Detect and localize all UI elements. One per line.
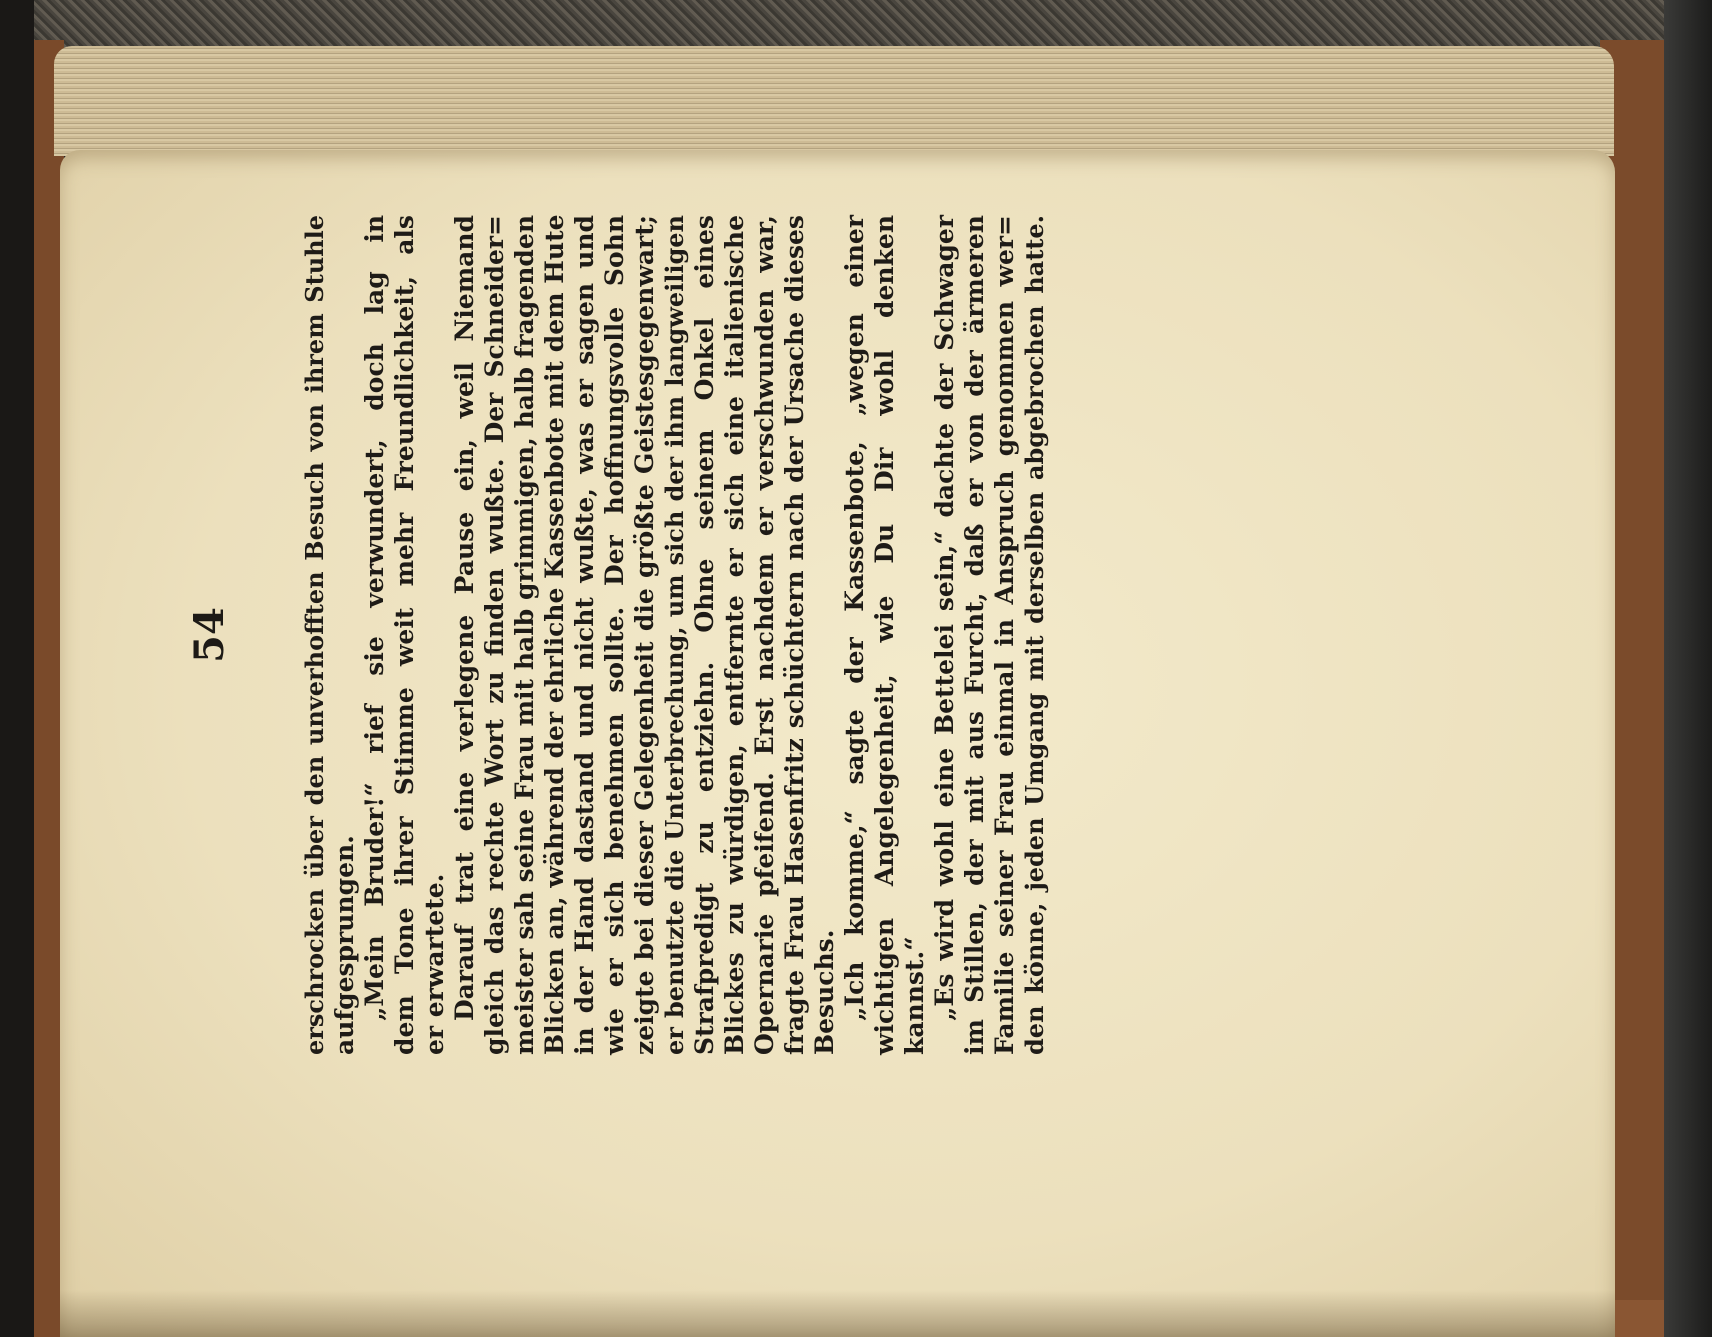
text-line: meister sah seine Frau mit halb grimmigen, halb fragenden bbox=[510, 215, 539, 1055]
text-line: aufgesprungen. bbox=[330, 835, 359, 1055]
text-line: in der Hand dastand und nicht wußte, was er sagen und bbox=[570, 215, 599, 1055]
text-line: Blicken an, während der ehrliche Kassenbote mit dem Hute bbox=[540, 214, 569, 1055]
page-edges bbox=[54, 46, 1614, 156]
body-text bbox=[300, 215, 1050, 1055]
text-line: „Es wird wohl eine Bettelei sein,“ dachte der Schwager bbox=[930, 215, 959, 1021]
text-line: „Ich komme,“ sagte der Kassenbote, „wegen einer bbox=[840, 215, 869, 1021]
text-line: Blickes zu würdigen, entfernte er sich eine italienische bbox=[720, 215, 749, 1055]
text-line: Besuchs. bbox=[810, 929, 839, 1055]
text-line: wichtigen Angelegenheit, wie Du Dir wohl denken bbox=[870, 215, 899, 1055]
page-gutter-shadow bbox=[60, 1290, 1615, 1337]
text-line: zeigte bei dieser Gelegenheit die größte Geistesgegenwart; bbox=[630, 215, 659, 1055]
text-line: „Mein Bruder!“ rief sie verwundert, doch lag in bbox=[360, 215, 389, 1021]
text-line: kannst.“ bbox=[900, 936, 929, 1055]
text-line: er erwartete. bbox=[420, 873, 449, 1055]
text-line: gleich das rechte Wort zu finden wußte. Der Schneider= bbox=[480, 215, 509, 1055]
text-line: erschrocken über den unverhofften Besuch von ihrem Stuhle bbox=[300, 215, 329, 1055]
dark-background-left bbox=[0, 0, 34, 1337]
text-line: wie er sich benehmen sollte. Der hoffnungsvolle Sohn bbox=[600, 215, 629, 1055]
text-line: er benutzte die Unterbrechung, um sich der ihm langweiligen bbox=[660, 215, 689, 1055]
text-line: Darauf trat eine verlegene Pause ein, weil Niemand bbox=[450, 215, 479, 1021]
text-line: Strafpredigt zu entziehn. Ohne seinem Onkel eines bbox=[690, 215, 719, 1055]
text-line: Opernarie pfeifend. Erst nachdem er verschwunden war, bbox=[750, 215, 779, 1055]
dark-background-right bbox=[1664, 0, 1712, 1337]
text-line: Familie seiner Frau einmal in Anspruch genommen wer= bbox=[990, 215, 1019, 1055]
text-line: den könne, jeden Umgang mit derselben abgebrochen hatte. bbox=[1020, 215, 1049, 1055]
text-line: im Stillen, der mit aus Furcht, daß er von der ärmeren bbox=[960, 215, 989, 1055]
page-content-rotated bbox=[186, 214, 1190, 1055]
text-line: dem Tone ihrer Stimme weit mehr Freundlichkeit, als bbox=[390, 215, 419, 1055]
text-line: fragte Frau Hasenfritz schüchtern nach der Ursache dieses bbox=[780, 215, 809, 1055]
page-number: 54 bbox=[186, 607, 233, 663]
